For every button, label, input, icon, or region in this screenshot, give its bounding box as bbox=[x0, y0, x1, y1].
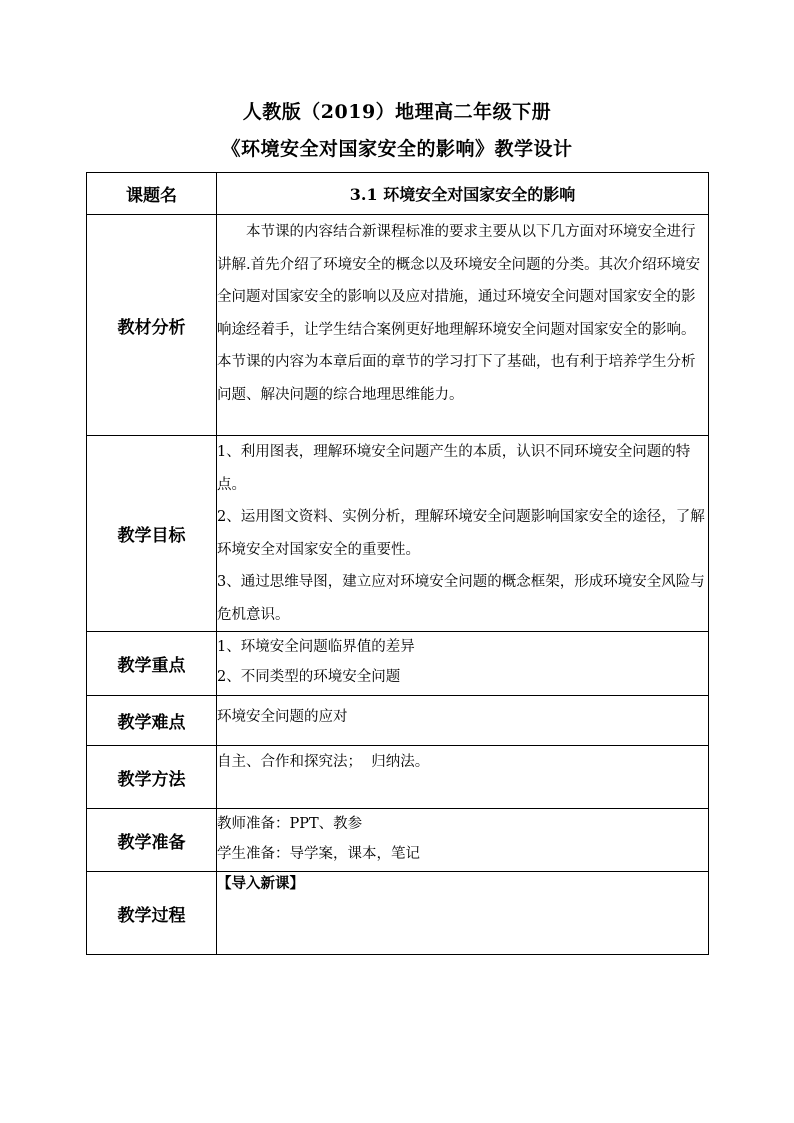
objectives-label: 教学目标 bbox=[87, 436, 217, 632]
document-title-line1: 人教版（2019）地理高二年级下册 bbox=[242, 101, 552, 123]
row-topic bbox=[87, 173, 709, 215]
analysis-cell bbox=[217, 215, 709, 436]
difficulties-text: 环境安全问题的应对 bbox=[217, 709, 348, 725]
objective-item: 3、通过思维导图，建立应对环境安全问题的概念框架，形成环境安全风险与危机意识。 bbox=[217, 574, 705, 623]
row-key-points bbox=[87, 632, 709, 696]
row-difficulties bbox=[87, 696, 709, 746]
methods-cell bbox=[217, 746, 709, 809]
topic-label: 课题名 bbox=[87, 173, 217, 215]
row-preparation bbox=[87, 809, 709, 872]
key-point-item: 2、不同类型的环境安全问题 bbox=[217, 669, 401, 685]
preparation-label: 教学准备 bbox=[87, 809, 217, 872]
lesson-plan-table bbox=[86, 172, 709, 955]
key-point-item: 1、环境安全问题临界值的差异 bbox=[217, 639, 415, 655]
row-process bbox=[87, 872, 709, 955]
process-label: 教学过程 bbox=[87, 872, 217, 955]
objective-item: 1、利用图表，理解环境安全问题产生的本质，认识不同环境安全问题的特点。 bbox=[217, 444, 691, 493]
topic-value: 3.1 环境安全对国家安全的影响 bbox=[217, 173, 709, 215]
difficulties-label: 教学难点 bbox=[87, 696, 217, 746]
preparation-item: 教师准备：PPT、教参 bbox=[217, 816, 363, 832]
methods-text: 自主、合作和探究法； 归纳法。 bbox=[217, 754, 430, 770]
objective-item: 2、运用图文资料、实例分析，理解环境安全问题影响国家安全的途径，了解环境安全对国家安全的重要性。 bbox=[217, 509, 705, 558]
difficulties-cell bbox=[217, 696, 709, 746]
document-title-line2: 《环境安全对国家安全的影响》教学设计 bbox=[221, 138, 573, 160]
analysis-text: 本节课的内容结合新课程标准的要求主要从以下几方面对环境安全进行讲解.首先介绍了环境安全的概念以及环境安全问题的分类。其次介绍环境安全问题对国家安全的影响以及应对措施，通过环境安全问题对国家安全的影响途经着手，让学生结合案例更好地理解环境安全问题对国家安全的影响。本节课的内容为本章后面的章节的学习打下了基础，也有利于培养学生分析问题、解决问题的综合地理思维能力。 bbox=[217, 224, 701, 403]
row-objectives bbox=[87, 436, 709, 632]
preparation-cell bbox=[217, 809, 709, 872]
analysis-label: 教材分析 bbox=[87, 215, 217, 436]
objectives-cell bbox=[217, 436, 709, 632]
process-text: 【导入新课】 bbox=[217, 875, 304, 892]
row-methods bbox=[87, 746, 709, 809]
process-cell bbox=[217, 872, 709, 955]
row-analysis bbox=[87, 215, 709, 436]
methods-label: 教学方法 bbox=[87, 746, 217, 809]
key-points-cell bbox=[217, 632, 709, 696]
key-points-label: 教学重点 bbox=[87, 632, 217, 696]
preparation-item: 学生准备：导学案，课本，笔记 bbox=[217, 846, 420, 862]
